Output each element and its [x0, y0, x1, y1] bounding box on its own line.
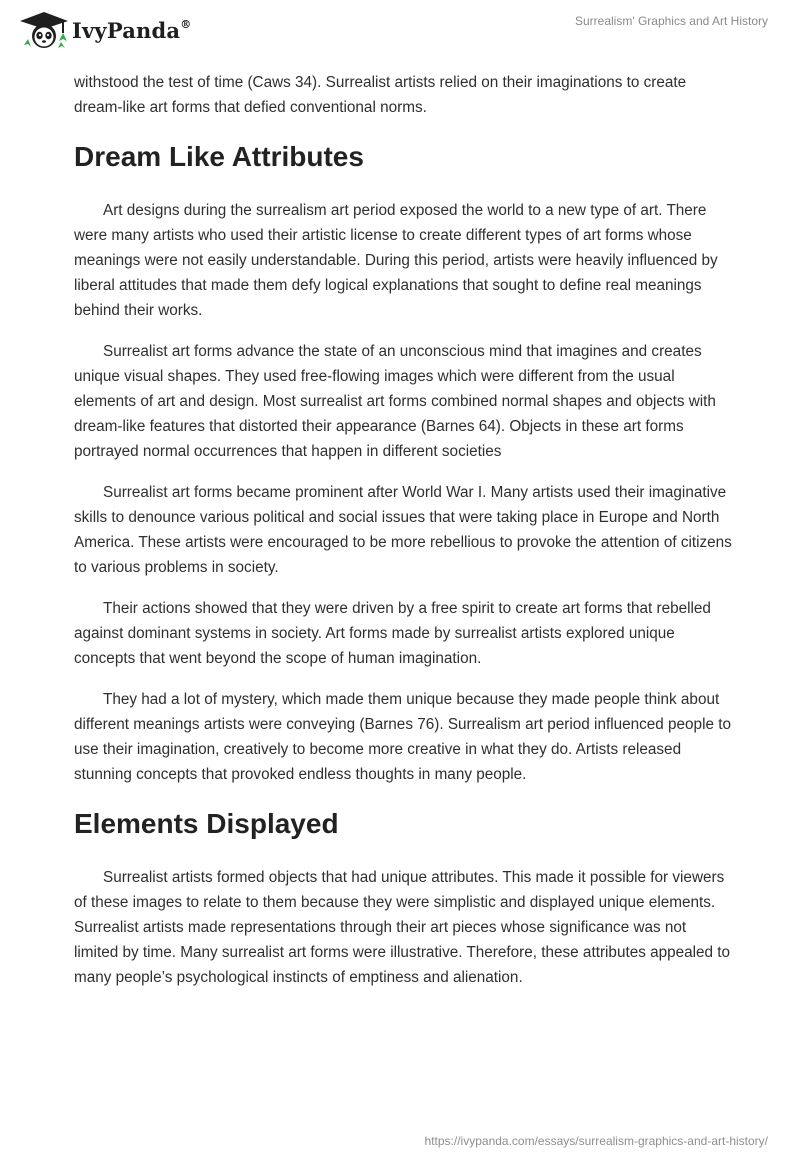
panda-graduate-icon [14, 9, 70, 51]
ivypanda-logo[interactable] [14, 9, 191, 51]
source-url-link[interactable]: https://ivypanda.com/essays/surrealism-graphics-and-art-history/ [424, 1134, 768, 1148]
section-heading-dream-like-attributes: Dream Like Attributes [74, 141, 364, 172]
brand-name: IvyPanda® [72, 17, 192, 43]
paragraph: Art designs during the surrealism art period exposed the world to a new type of art. There were many artists who used their artistic license to create different types of art forms whose meanings were not easily understandable. During this period, artists were heavily influenced by liberal attitudes that made them defy logical explanations that sought to define real meanings behind their works. [74, 202, 718, 319]
intro-paragraph: withstood the test of time (Caws 34). Surrealist artists relied on their imaginations to create dream-like art forms that defied conventional norms. [74, 74, 687, 116]
paragraph: They had a lot of mystery, which made them unique because they made people think about different meanings artists were conveying (Barnes 76). Surrealism art period influenced people to use their imagination, creatively to become more creative in what they do. Artists released stunning concepts that provoked endless thoughts in many people. [74, 691, 731, 783]
paragraph: Their actions showed that they were driven by a free spirit to create art forms that rebelled against dominant systems in society. Art forms made by surrealist artists explored unique concepts that went beyond the scope of human imagination. [74, 600, 711, 667]
paragraph: Surrealist artists formed objects that had unique attributes. This made it possible for viewers of these images to relate to them because they were simplistic and displayed unique elements. Surrealist artists made representations through their art pieces whose significance was not limited by time. Many surrealist art forms were illustrative. Therefore, these attributes appealed to many people’s psychological instincts of emptiness and alienation. [74, 869, 731, 986]
document-title: Surrealism' Graphics and Art History [574, 14, 768, 28]
page-header [0, 0, 800, 70]
paragraph: Surrealist art forms became prominent after World War I. Many artists used their imaginative skills to denounce various political and social issues that were taking place in Europe and North America. These artists were encouraged to be more rebellious to provoke the attention of citizens to various problems in society. [74, 484, 732, 576]
paragraph: Surrealist art forms advance the state of an unconscious mind that imagines and creates unique visual shapes. They used free-flowing images which were different from the usual elements of art and design. Most surrealist art forms combined normal shapes and objects with dream-like features that distorted their appearance (Barnes 64). Objects in these art forms portrayed normal occurrences that happen in different societies [74, 343, 716, 460]
section-heading-elements-displayed: Elements Displayed [74, 808, 339, 839]
article-body [74, 70, 734, 1006]
